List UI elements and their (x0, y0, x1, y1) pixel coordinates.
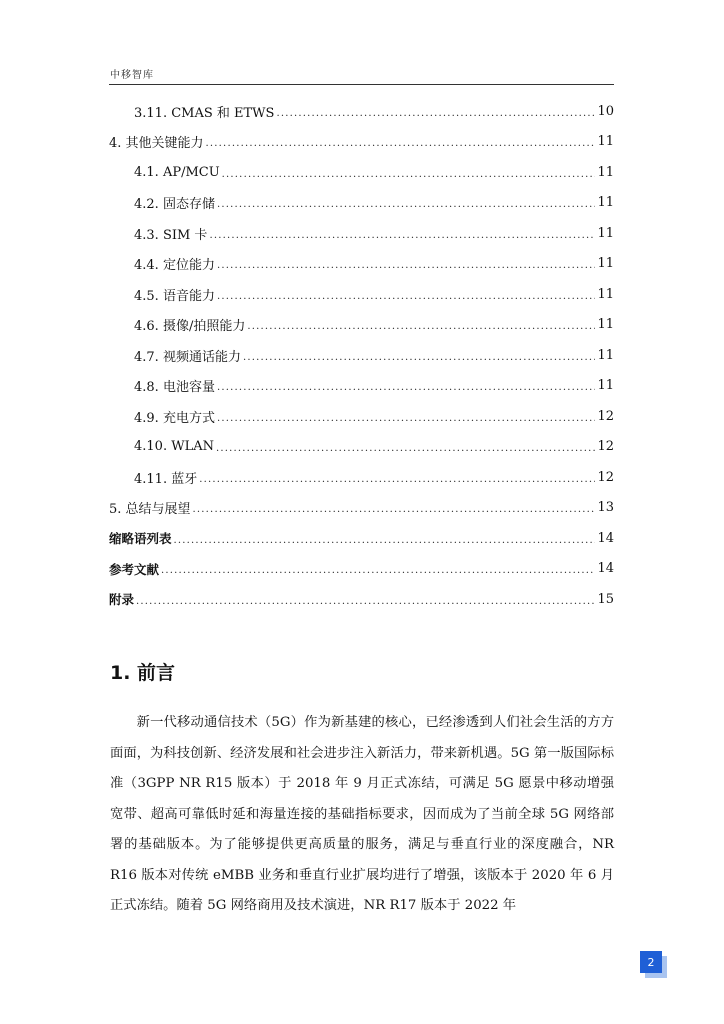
toc-entry-page: 15 (597, 591, 614, 607)
toc-entry-label: 4.2. 固态存储 (134, 197, 215, 213)
toc-leader-dots (161, 565, 595, 576)
toc-entry-page: 14 (597, 530, 614, 546)
toc-leader-dots (217, 260, 596, 271)
toc-entry[interactable] (109, 279, 614, 310)
toc-entry[interactable] (109, 157, 614, 188)
toc-entry-label: 4.9. 充电方式 (134, 410, 215, 426)
toc-entry[interactable] (109, 340, 614, 371)
toc-entry[interactable] (109, 523, 614, 554)
toc-entry-label: 4.3. SIM 卡 (134, 227, 208, 243)
toc-entry-label: 4.7. 视频通话能力 (134, 349, 241, 365)
toc-entry-page: 14 (597, 561, 614, 577)
toc-entry-page: 11 (597, 317, 614, 333)
toc-entry-label: 参考文献 (109, 561, 160, 577)
toc-entry-page: 11 (597, 347, 614, 363)
toc-entry[interactable] (109, 554, 614, 585)
toc-entry[interactable] (109, 218, 614, 249)
toc-entry-page: 11 (597, 378, 614, 394)
toc-entry-label: 4.4. 定位能力 (134, 258, 215, 274)
section-title: 1. 前言 (110, 662, 176, 684)
body-paragraph: 新一代移动通信技术（5G）作为新基建的核心，已经渗透到人们社会生活的方方面面，为科技创新、经济发展和社会进步注入新活力，带来新机遇。5G 第一版国际标准（3GPP NR R15 版本）于 2018 年 9 月正式冻结，可满足 5G 愿景中移动增强宽带、超高可靠低时延和海量连接的基础指标要求，因而成为了当前全球 5G 网络部署的基础版本。为了能够提供更高质量的服务，满足与垂直行业的深度融合，NR R16 版本对传统 eMBB 业务和垂直行业扩展均进行了增强，该版本于 2020 年 6 月正式冻结。随着 5G 网络商用及技术演进，NR R17 版本于 2022 年 (110, 715, 614, 913)
toc-entry-page: 11 (597, 256, 614, 272)
toc-leader-dots (276, 108, 595, 119)
header-divider (109, 84, 614, 85)
toc-leader-dots (174, 535, 596, 546)
toc-entry[interactable] (109, 401, 614, 432)
toc-leader-dots (243, 352, 596, 363)
toc-entry-label: 4.6. 摄像/拍照能力 (134, 319, 246, 335)
toc-leader-dots (216, 443, 595, 454)
toc-entry-page: 13 (597, 500, 614, 516)
toc-entry-label: 附录 (109, 592, 135, 608)
toc-entry[interactable] (109, 371, 614, 402)
toc-entry-label: 4.10. WLAN (134, 439, 214, 455)
toc-entry[interactable] (109, 310, 614, 341)
toc-entry-page: 11 (597, 195, 614, 211)
toc-leader-dots (193, 504, 596, 515)
toc-leader-dots (217, 291, 596, 302)
toc-entry-page: 11 (597, 134, 614, 150)
toc-entry[interactable] (109, 188, 614, 219)
toc-entry-label: 4. 其他关键能力 (109, 136, 204, 152)
toc-entry[interactable] (109, 432, 614, 463)
toc-leader-dots (217, 199, 596, 210)
toc-leader-dots (247, 321, 595, 332)
toc-entry-label: 4.8. 电池容量 (134, 380, 215, 396)
toc-entry[interactable] (109, 127, 614, 158)
toc-entry[interactable] (109, 493, 614, 524)
toc-entry-label: 缩略语列表 (109, 531, 172, 547)
toc-entry-page: 11 (597, 286, 614, 302)
toc-entry[interactable] (109, 584, 614, 615)
table-of-contents (109, 96, 614, 615)
toc-entry[interactable] (109, 96, 614, 127)
toc-leader-dots (199, 474, 595, 485)
toc-entry[interactable] (109, 249, 614, 280)
toc-entry-label: 5. 总结与展望 (109, 502, 191, 518)
toc-entry-label: 4.11. 蓝牙 (134, 471, 198, 487)
toc-entry-page: 11 (597, 164, 614, 180)
toc-entry-label: 3.11. CMAS 和 ETWS (134, 105, 275, 121)
toc-leader-dots (206, 138, 596, 149)
toc-entry-page: 11 (597, 225, 614, 241)
toc-leader-dots (222, 169, 596, 180)
running-header: 中移智库 (110, 70, 154, 81)
page-number-badge: 2 (640, 951, 662, 973)
toc-entry-label: 4.5. 语音能力 (134, 288, 215, 304)
toc-entry-page: 12 (597, 439, 614, 455)
toc-leader-dots (217, 413, 596, 424)
toc-leader-dots (136, 596, 595, 607)
toc-leader-dots (217, 382, 596, 393)
toc-entry-page: 12 (597, 469, 614, 485)
toc-entry-page: 12 (597, 408, 614, 424)
toc-entry[interactable] (109, 462, 614, 493)
toc-entry-label: 4.1. AP/MCU (134, 164, 220, 180)
toc-entry-page: 10 (597, 103, 614, 119)
toc-leader-dots (209, 230, 595, 241)
